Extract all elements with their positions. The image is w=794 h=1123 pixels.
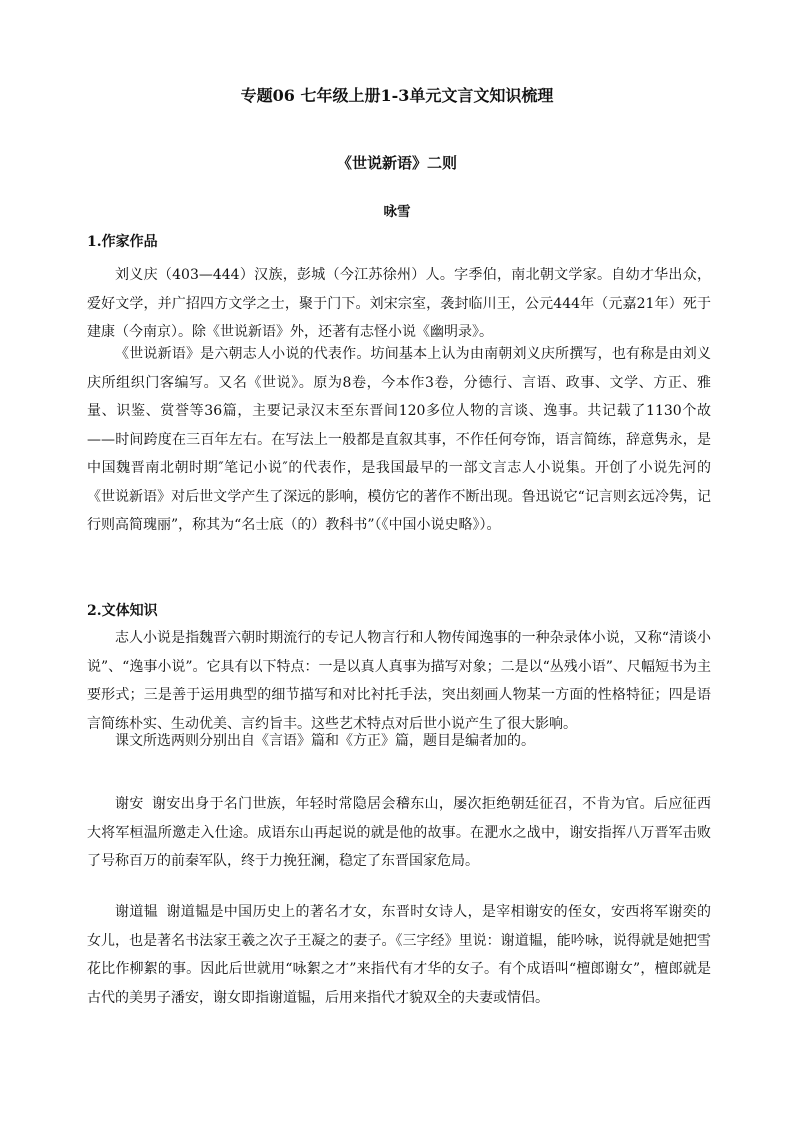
document-title: 专题06 七年级上册1-3单元文言文知识梳理 xyxy=(240,86,554,105)
heading-author-works: 1.作家作品 xyxy=(87,234,158,250)
section-title: 《世说新语》二则 xyxy=(336,154,457,172)
paragraph-genre-description: 志人小说是指魏晋六朝时期流行的专记人物言行和人物传闻逸事的一种杂录体小说，又称“清谈小说”、“逸事小说”。它具有以下特点：一是以真人真事为描写对象；二是以“丛残小语”、尺幅短书为主要形式；三是善于运用典型的细节描写和对比衬托手法，突出刻画人物某一方面的性格特征；四是语言简练朴实、生动优美、言约旨丰。这些艺术特点对后世小说产生了很大影响。 xyxy=(87,630,711,732)
heading-genre-knowledge: 2.文体知识 xyxy=(87,603,158,619)
paragraph-xie-an xyxy=(87,790,711,876)
paragraph-xie-daoyun-text: 谢道韫是中国历史上的著名才女，东晋时女诗人，是宰相谢安的侄女，安西将军谢奕的女儿，也是著名书法家王羲之次子王凝之的妻子。《三字经》里说：谢道韫，能吟咏，说得就是她把雪花比作柳絮的事。因此后世就用“咏絮之才”来指代有才华的女子。有个成语叫“檀郎谢女”，檀郎就是古代的美男子潘安，谢女即指谢道韫，后用来指代才貌双全的夫妻或情侣。 xyxy=(87,904,712,1006)
subsection-title: 咏雪 xyxy=(383,204,411,220)
paragraph-text-source: 课文所选两则分别出自《言语》篇和《方正》篇，题目是编者加的。 xyxy=(115,733,535,749)
paragraph-xie-an-text: 谢安出身于名门世族，年轻时常隐居会稽东山，屡次拒绝朝廷征召，不肯为官。后应征西大将军桓温所邀走入仕途。成语东山再起说的就是他的故事。在淝水之战中，谢安指挥八万晋军击败了号称百万的前秦军队，终于力挽狂澜，稳定了东晋国家危局。 xyxy=(87,796,712,869)
paragraph-xie-daoyun xyxy=(87,898,711,1012)
paragraph-author-bio: 刘义庆（403—444）汉族，彭城（今江苏徐州）人。字季伯，南北朝文学家。自幼才华出众，爱好文学，并广招四方文学之士，聚于门下。刘宋宗室，袭封临川王，公元444年（元嘉21年）死于建康（今南京）。除《世说新语》外，还著有志怪小说《幽明录》。 xyxy=(87,267,711,340)
paragraph-book-intro: 《世说新语》是六朝志人小说的代表作。坊间基本上认为由南朝刘义庆所撰写，也有称是由刘义庆所组织门客编写。又名《世说》。原为8卷，今本作3卷，分德行、言语、政事、文学、方正、雅量、识鉴、赏誉等36篇，主要记录汉末至东晋间120多位人物的言谈、逸事。共记载了1130个故——时间跨度在三百年左右。在写法上一般都是直叙其事，不作任何夸饰，语言简练，辞意隽永，是中国魏晋南北朝时期″笔记小说″的代表作，是我国最早的一部文言志人小说集。开创了小说先河的《世说新语》对后世文学产生了深远的影响，模仿它的著作不断出现。鲁迅说它“记言则玄远冷隽，记行则高简瑰丽”，称其为“名士底（的）教科书”（《中国小说史略》）。 xyxy=(87,346,711,533)
term-xie-daoyun: 谢道韫 xyxy=(115,904,159,920)
term-xie-an: 谢安 xyxy=(115,796,144,812)
